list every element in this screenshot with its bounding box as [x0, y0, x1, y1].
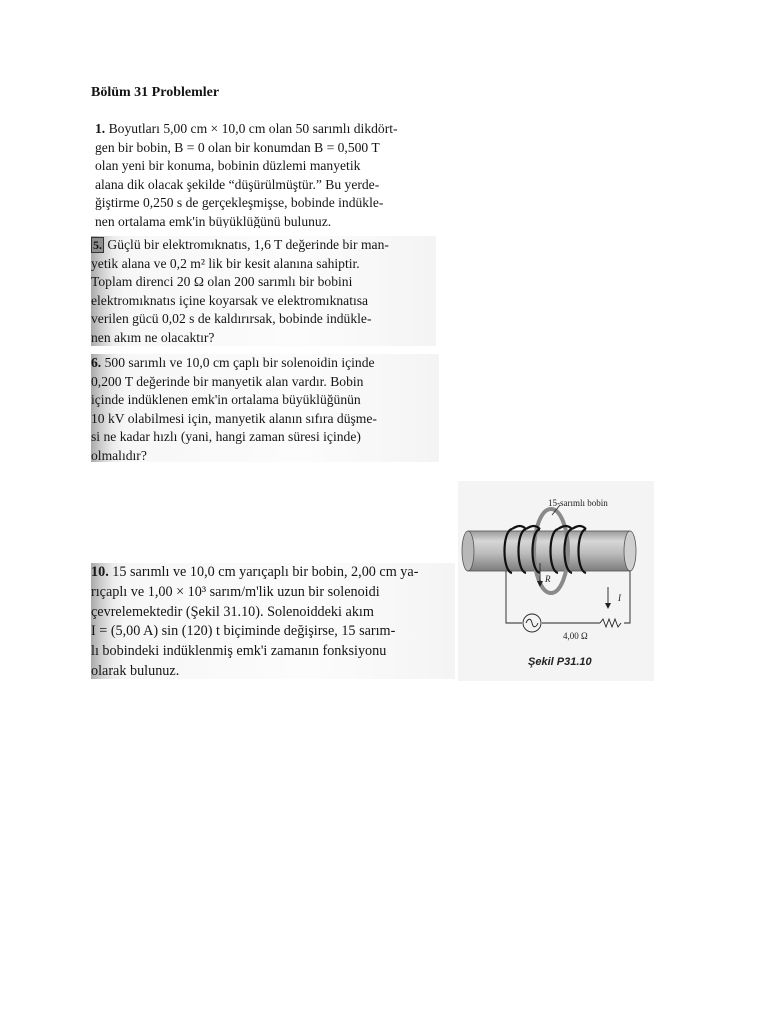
problem-line: 15 sarımlı ve 10,0 cm yarıçaplı bir bobin, 2,00 cm ya- — [112, 564, 419, 580]
page-title: Bölüm 31 Problemler — [91, 85, 220, 100]
problem-number: 5. — [93, 238, 102, 252]
problem-1 — [95, 120, 433, 228]
resistor — [600, 619, 621, 627]
solenoid-diagram — [458, 481, 654, 681]
problem-line: 0,200 T değerinde bir manyetik alan vardır. Bobin — [91, 373, 364, 389]
problem-line: Güçlü bir elektromıknatıs, 1,6 T değerinde bir man- — [107, 237, 389, 252]
problem-line: si ne kadar hızlı (yani, hangi zaman süresi içinde) — [91, 429, 361, 445]
problem-line: olmalıdır? — [91, 447, 147, 462]
problem-6 — [91, 354, 439, 462]
problem-line: Boyutları 5,00 cm × 10,0 cm olan 50 sarımlı dikdört- — [108, 121, 398, 136]
problem-line: nen ortalama emk'in büyüklüğünü bulunuz. — [95, 213, 332, 228]
resistor-label: 4,00 Ω — [563, 631, 588, 641]
problem-line: rıçaplı ve 1,00 × 10³ sarım/m'lik uzun bir solenoidi — [91, 583, 380, 600]
problem-line: olan yeni bir konuma, bobinin düzlemi manyetik — [95, 158, 361, 174]
problem-number: 1. — [95, 121, 106, 136]
current-label: I — [618, 593, 621, 603]
problem-line: 500 sarımlı ve 10,0 cm çaplı bir solenoidin içinde — [104, 355, 375, 370]
figure-p31-10 — [458, 481, 654, 681]
problem-line: çevrelemektedir (Şekil 31.10). Solenoiddeki akım — [91, 603, 374, 620]
solenoid-end — [624, 531, 636, 571]
problem-line: ğiştirme 0,250 s de gerçekleşmişse, bobinde indükle- — [95, 195, 384, 211]
coil-label: 15-sarımlı bobin — [548, 498, 608, 508]
problem-line: yetik alana ve 0,2 m² lik bir kesit alanına sahiptir. — [91, 255, 360, 271]
solenoid-end — [462, 531, 474, 571]
problem-number: 6. — [91, 355, 102, 370]
problem-line: içinde indüklenen emk'in ortalama büyüklüğünün — [91, 392, 361, 408]
problem-line: elektromıknatıs içine koyarsak ve elektromıknatısa — [91, 292, 369, 308]
problem-10 — [91, 563, 455, 679]
problem-line: I = (5,00 A) sin (120) t biçiminde değişirse, 15 sarım- — [91, 623, 396, 640]
problem-line: nen akım ne olacaktır? — [91, 329, 215, 345]
problem-5 — [91, 236, 436, 346]
problem-line: 10 kV olabilmesi için, manyetik alanın sıfıra düşme- — [91, 410, 377, 426]
problem-line: lı bobindeki indüklenmiş emk'i zamanın fonksiyonu — [91, 643, 387, 660]
problem-line: olarak bulunuz. — [91, 662, 180, 679]
problem-line: Toplam direnci 20 Ω olan 200 sarımlı bir bobini — [91, 274, 353, 290]
problem-line: gen bir bobin, B = 0 olan bir konumdan B = 0,500 T — [95, 139, 380, 155]
current-arrowhead — [605, 603, 611, 609]
radius-label: R — [545, 574, 551, 584]
solenoid-rod — [468, 531, 630, 571]
problem-line: verilen gücü 0,02 s de kaldırırsak, bobinde indükle- — [91, 311, 372, 327]
problem-number: 10. — [91, 564, 109, 580]
problem-line: alana dik olacak şekilde “düşürülmüştür.” Bu yerde- — [95, 176, 380, 192]
figure-caption: Şekil P31.10 — [528, 656, 592, 668]
